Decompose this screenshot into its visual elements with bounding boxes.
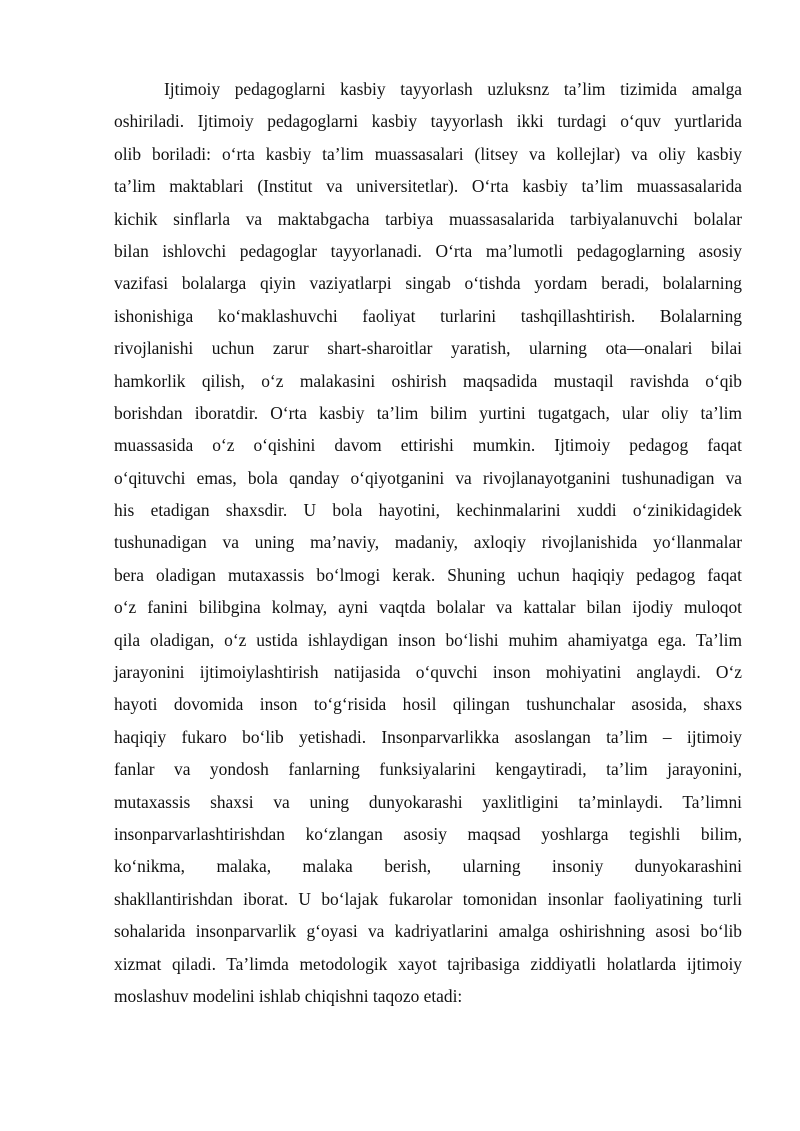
paragraph xyxy=(114,73,742,1012)
text-line: vazifasi bolalarga qiyin vaziyatlarpi singab o‘tishda yordam beradi, bolalarning xyxy=(114,273,742,294)
text-line: sohalarida insonparvarlik g‘oyasi va kadriyatlarini amalga oshirishning asosi bo‘lib xyxy=(114,921,742,942)
text-line: ko‘nikma, malaka, malaka berish, ularning insoniy dunyokarashini xyxy=(114,856,742,877)
text-line: insonparvarlashtirishdan ko‘zlangan asosiy maqsad yoshlarga tegishli bilim, xyxy=(114,823,742,844)
text-line: xizmat qiladi. Ta’limda metodologik xayot tajribasiga ziddiyatli holatlarda ijtimoiy xyxy=(114,953,742,974)
text-line: kichik sinflarla va maktabgacha tarbiya muassasalarida tarbiyalanuvchi bolalar xyxy=(114,208,742,229)
text-line: rivojlanishi uchun zarur shart-sharoitlar yaratish, ularning ota—onalari bilai xyxy=(114,338,742,359)
text-line: tushunadigan va uning ma’naviy, madaniy, axloqiy rivojlanishida yo‘llanmalar xyxy=(114,532,742,553)
text-line: moslashuv modelini ishlab chiqishni taqozo etadi: xyxy=(114,985,463,1006)
text-line: Ijtimoiy pedagoglarni kasbiy tayyorlash uzluksnz ta’lim tizimida amalga xyxy=(164,79,742,99)
text-line: muassasida o‘z o‘qishini davom ettirishi mumkin. Ijtimoiy pedagog faqat xyxy=(114,435,742,456)
text-line: hamkorlik qilish, o‘z malakasini oshirish maqsadida mustaqil ravishda o‘qib xyxy=(114,370,742,391)
text-line: o‘qituvchi emas, bola qanday o‘qiyotganini va rivojlanayotganini tushunadigan va xyxy=(114,467,742,488)
text-line: haqiqiy fukaro bo‘lib yetishadi. Insonparvarlikka asoslangan ta’lim – ijtimoiy xyxy=(114,726,742,747)
text-line: borishdan iboratdir. O‘rta kasbiy ta’lim bilim yurtini tugatgach, ular oliy ta’lim xyxy=(114,402,742,423)
text-line: shakllantirishdan iborat. U bo‘lajak fukarolar tomonidan insonlar faoliyatining turli xyxy=(114,888,742,909)
text-line: oshiriladi. Ijtimoiy pedagoglarni kasbiy tayyorlash ikki turdagi o‘quv yurtlarida xyxy=(114,111,742,132)
text-line: fanlar va yondosh fanlarning funksiyalarini kengaytiradi, ta’lim jarayonini, xyxy=(114,759,742,780)
text-line: olib boriladi: o‘rta kasbiy ta’lim muassasalari (litsey va kollejlar) va oliy kasbiy xyxy=(114,143,742,164)
text-line: ishonishiga ko‘maklashuvchi faoliyat turlarini tashqillashtirish. Bolalarning xyxy=(114,305,742,326)
text-line: bilan ishlovchi pedagoglar tayyorlanadi. O‘rta ma’lumotli pedagoglarning asosiy xyxy=(114,240,742,261)
text-line: qila oladigan, o‘z ustida ishlaydigan inson bo‘lishi muhim ahamiyatga ega. Ta’lim xyxy=(114,629,742,650)
text-line: hayoti dovomida inson to‘g‘risida hosil qilingan tushunchalar asosida, shaxs xyxy=(114,694,742,715)
text-line: mutaxassis shaxsi va uning dunyokarashi yaxlitligini ta’minlaydi. Ta’limni xyxy=(114,791,742,812)
text-line: his etadigan shaxsdir. U bola hayotini, kechinmalarini xuddi o‘zinikidagidek xyxy=(114,500,742,521)
text-line: ta’lim maktablari (Institut va universitetlar). O‘rta kasbiy ta’lim muassasalarida xyxy=(114,176,742,197)
text-line: o‘z fanini bilibgina kolmay, ayni vaqtda bolalar va kattalar bilan ijodiy muloqot xyxy=(114,597,742,618)
text-line: bera oladigan mutaxassis bo‘lmogi kerak. Shuning uchun haqiqiy pedagog faqat xyxy=(114,564,742,585)
text-line: jarayonini ijtimoiylashtirish natijasida o‘quvchi inson mohiyatini anglaydi. O‘z xyxy=(114,662,742,683)
